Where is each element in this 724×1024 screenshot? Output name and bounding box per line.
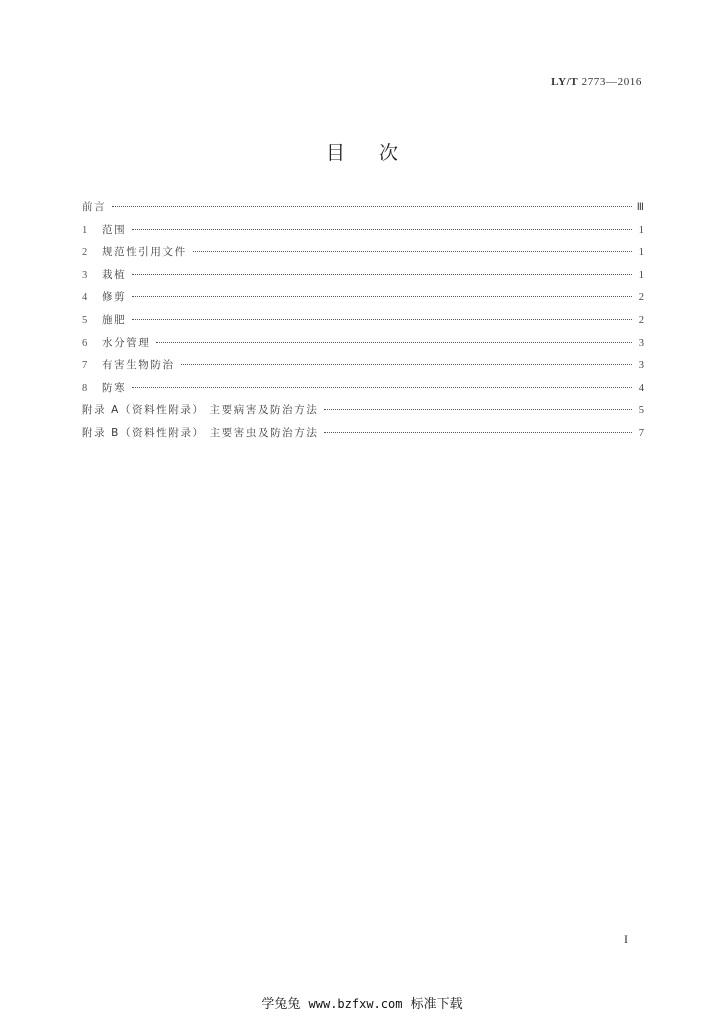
toc-entry-title: 有害生物防治 xyxy=(102,359,175,372)
toc-leader-dots xyxy=(112,206,632,207)
toc-entry-title: 附录 B（资料性附录） 主要害虫及防治方法 xyxy=(82,426,319,439)
footer-tagline: 标准下载 xyxy=(410,997,463,1012)
toc-leader-dots xyxy=(193,251,632,252)
toc-entry-page: 4 xyxy=(638,382,644,394)
toc-entry-title: 防寒 xyxy=(102,381,127,394)
toc-entry-page: 3 xyxy=(638,360,644,372)
toc-entry-title: 栽植 xyxy=(102,268,127,281)
footer-site-name: 学兔兔 xyxy=(261,997,301,1012)
toc-entry-appendix-b[interactable] xyxy=(82,425,644,448)
toc-entry-3[interactable] xyxy=(82,267,644,290)
table-of-contents xyxy=(82,199,644,448)
toc-leader-dots xyxy=(132,387,632,388)
toc-leader-dots xyxy=(156,342,632,343)
toc-entry-appendix-a[interactable] xyxy=(82,402,644,425)
toc-entry-number: 7 xyxy=(82,360,88,372)
toc-entry-title: 水分管理 xyxy=(102,336,151,349)
toc-entry-8[interactable] xyxy=(82,380,644,403)
toc-entry-page: 1 xyxy=(638,269,644,281)
toc-entry-5[interactable] xyxy=(82,312,644,335)
toc-entry-preface[interactable] xyxy=(82,199,644,222)
toc-entry-number: 4 xyxy=(82,292,88,304)
toc-leader-dots xyxy=(132,229,632,230)
toc-leader-dots xyxy=(324,432,632,433)
toc-entry-page: 3 xyxy=(638,337,644,349)
toc-entry-title: 修剪 xyxy=(102,291,127,304)
toc-leader-dots xyxy=(181,364,632,365)
page-number: I xyxy=(624,932,628,946)
toc-entry-page: 1 xyxy=(638,224,644,236)
toc-entry-page: 5 xyxy=(638,405,644,417)
toc-entry-number: 3 xyxy=(82,269,88,281)
toc-entry-title: 范围 xyxy=(102,223,127,236)
standard-number: 2773—2016 xyxy=(581,76,642,88)
standard-prefix: LY/T xyxy=(551,76,579,88)
toc-entry-page: 7 xyxy=(638,427,644,439)
standard-code xyxy=(551,76,642,88)
toc-leader-dots xyxy=(132,296,632,297)
toc-entry-page: Ⅲ xyxy=(636,202,644,213)
toc-leader-dots xyxy=(132,319,632,320)
toc-entry-6[interactable] xyxy=(82,335,644,358)
toc-leader-dots xyxy=(132,274,632,275)
toc-entry-page: 2 xyxy=(638,314,644,326)
toc-entry-title: 规范性引用文件 xyxy=(102,246,187,259)
toc-entry-number: 5 xyxy=(82,314,88,326)
toc-entry-1[interactable] xyxy=(82,222,644,245)
toc-leader-dots xyxy=(324,409,632,410)
toc-entry-page: 2 xyxy=(638,292,644,304)
toc-entry-4[interactable] xyxy=(82,289,644,312)
toc-entry-7[interactable] xyxy=(82,357,644,380)
footer-watermark xyxy=(0,993,724,1012)
toc-entry-title: 施肥 xyxy=(102,313,127,326)
toc-entry-2[interactable] xyxy=(82,244,644,267)
toc-entry-number: 6 xyxy=(82,337,88,349)
toc-entry-number: 8 xyxy=(82,382,88,394)
toc-entry-title: 前言 xyxy=(82,201,107,213)
page-title: 目次 xyxy=(325,142,432,164)
toc-entry-number: 1 xyxy=(82,224,88,236)
toc-entry-title: 附录 A（资料性附录） 主要病害及防治方法 xyxy=(82,404,319,417)
footer-url[interactable]: www.bzfxw.com xyxy=(308,997,403,1011)
toc-entry-number: 2 xyxy=(82,247,88,259)
toc-entry-page: 1 xyxy=(638,247,644,259)
